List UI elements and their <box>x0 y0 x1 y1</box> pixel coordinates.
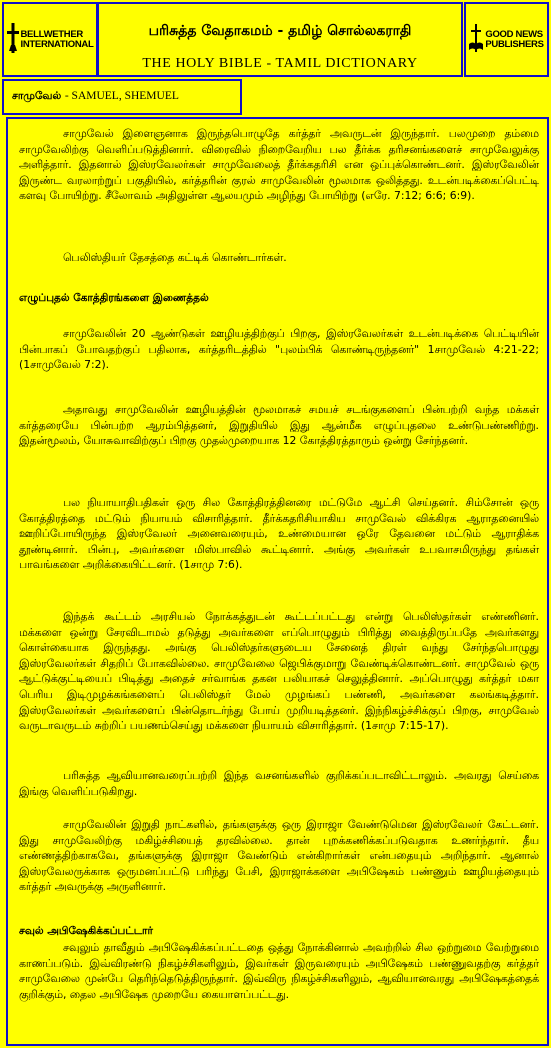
bellwether-logo-box <box>2 2 98 77</box>
paragraph: இந்தக் கூட்டம் அரசியல் நோக்கத்துடன் கூட்டப்பட்டது என்று பெலிஸ்தர்கள் எண்ணினர். மக்களை ஒன்று சேரவிடாமல் தடுத்து அவர்களை எப்பொழுதும் பிரித்து வைத்திருப்பதே அவர்களது கொள்கையாக இருந்தது. அங்கு பெலிஸ்தர்களுடைய சேனைத் திரள் வந்து சேர்ந்தபொழுது இஸ்ரவேலர்கள் சிதறிப் போகவில்லை. சாமுவேலை ஜெபிக்குமாறு வேண்டிக்கொண்டனர். சாமுவேல் ஒரு ஆட்டுக்குட்டியைப் பிடித்து அதைச் சர்வாங்க தகன பலியாகச் செலுத்தினார். அப்பொழுது கர்த்தர் மகா பெரிய இடிமுழக்கங்களைப் பெலிஸ்தர் மேல் முழங்கப் பண்ணி, அவர்களை கலங்கடித்தார். இஸ்ரவேலர்கள் அவர்களைப் பின்தொடர்ந்து போய் முறியடித்தனர். இந்நிகழ்ச்சிக்குப் பிறகு, சாமுவேல் வருடாவருடம் சுற்றிப் பயணம்செய்து மக்களை நியாயம் விசாரித்தார். (1சாமு 7:15-17). <box>19 610 539 733</box>
section-heading: எழுப்புதல் கோத்திரங்களை இணைத்தல் <box>19 292 209 304</box>
good-news-logo-line2: PUBLISHERS <box>485 38 544 50</box>
paragraph: பரிசுத்த ஆவியானவரைப்பற்றி இந்த வசனங்களில் குறிக்கப்படாவிட்டாலும். அவரது செய்கை இங்கு வெளிப்படுகிறது. <box>19 769 539 798</box>
paragraph: பெலிஸ்தியர் தேசத்தை கட்டிக் கொண்டார்கள். <box>63 251 287 264</box>
entry-word-tamil: சாமுவேல் <box>12 90 62 102</box>
entry-word-box <box>2 79 242 115</box>
paragraph: அதாவது சாமுவேலின் ஊழியத்தின் மூலமாகச் சமயச் சடங்குகளைப் பின்பற்றி வந்த மக்கள் கர்த்தரையே பின்பற்ற ஆரம்பித்தனர், இறுதியில் இது ஆன்மீக எழுப்புதலை உண்டுபண்ணிற்று. இதன்மூலம், யோசுவாவிற்குப் பிறகு முதல்முறையாக 12 கோத்திரத்தாரும் ஒன்று சேர்ந்தனர். <box>19 403 539 448</box>
open-book-icon <box>469 24 483 56</box>
entry-word <box>12 90 179 103</box>
bellwether-logo-line1: BELLWETHER <box>20 28 83 40</box>
bellwether-logo-line2: INTERNATIONAL <box>20 38 94 50</box>
cross-icon <box>7 23 19 57</box>
paragraph: பல நியாயாதிபதிகள் ஒரு சில கோத்திரத்தினரை மட்டுமே ஆட்சி செய்தனர். சிம்சோன் ஒரு கோத்திரத்தை மட்டும் நியாயம் விசாரித்தார். தீர்க்கதரிசியாகிய சாமுவேல் விக்கிரக ஆராதனையில் ஊறிப்போயிருந்த இஸ்ரவேலர் அனைவரையும், உண்மையான ஒரே தேவனை மட்டும் ஆராதிக்க தூண்டினார். பின்பு, அவர்களை மிஸ்பாவில் கூட்டினார். அங்கு அவர்கள் உபவாசமிருந்து தங்கள் பாவங்களை அறிக்கையிட்டனர். (1சாமு 7:6). <box>19 496 539 572</box>
entry-content <box>6 117 549 1046</box>
page-title-tamil: பரிசுத்த வேதாகமம் - தமிழ் சொல்லகராதி <box>148 23 412 39</box>
bellwether-logo <box>7 23 94 57</box>
section-heading: சவுல் அபிஷேகிக்கப்பட்டார் <box>19 925 154 937</box>
good-news-logo-box <box>464 2 549 77</box>
title-box <box>97 2 463 77</box>
entry-word-english: - SAMUEL, SHEMUEL <box>64 90 179 102</box>
paragraph: சவுலும் தாவீதும் அபிஷேகிக்கப்பட்டதை ஒத்து நோக்கினால் அவற்றில் சில ஒற்றுமை வேற்றுமை காணப்படும். இவ்விரண்டு நிகழ்ச்சிகளிலும், இவர்கள் இருவரையும் அபிஷேகம் பண்ணுவதற்கு கர்த்தர் சாமுவேலை முன்பே தெரிந்தெடுத்திருந்தார். இவ்விரு நிகழ்ச்சிகளிலும், ஆவியானவரது அபிஷேகத்தைக் குறிக்கும், தைல அபிஷேக முறையே கையாளப்பட்டது. <box>19 941 539 1001</box>
paragraph: சாமுவேல் இளைஞனாக இருந்தபொழுதே கர்த்தர் அவருடன் இருந்தார். பலமுறை தம்மை சாமுவேலிற்கு வெளிப்படுத்தினார். விரைவில் நிறைவேறிய பல தீர்க்க தரிசனங்களைச் சாமுவேலுக்கு அளித்தார். இதனால் இஸ்ரவேலர்கள் சாமுவேலைத் தீர்க்கதரிசி என ஒப்புக்கொண்டனர். இஸ்ரவேலின் இருண்ட வரலாற்றுப் பகுதியில், கர்த்தரின் குரல் சாமுவேலின் மூலமாக ஒலித்தது. உடன்படிக்கைப்பெட்டி களவு போயிற்று. சீலோவம் அதிலுள்ள ஆலயமும் அழிந்து போயிற்று (எரே. 7:12; 6:6; 6:9). <box>19 127 539 203</box>
good-news-logo <box>469 24 543 56</box>
good-news-logo-line1: GOOD NEWS <box>485 28 543 40</box>
paragraph: சாமுவேலின் 20 ஆண்டுகள் ஊழியத்திற்குப் பிறகு, இஸ்ரவேலர்கள் உடன்படிக்கை பெட்டியின் பின்பாகப் போவதற்குப் பதிலாக, கர்த்தரிடத்தில் "புலம்பிக் கொண்டிருந்தனர்" 1சாமுவேல் 4:21-22; (1சாமுவேல் 7:2). <box>19 327 539 372</box>
paragraph: சாமுவேலின் இறுதி நாட்களில், தங்களுக்கு ஒரு இராஜா வேண்டுமென இஸ்ரவேலர் கேட்டனர். இது சாமுவேலிற்கு மகிழ்ச்சியைத் தரவில்லை. தான் புறக்கணிக்கப்படுவதாக உணர்ந்தார். தீய எண்ணத்திற்காகவே, தங்களுக்கு இராஜா வேண்டும் என்கிறார்கள் என்பதையும் அறிந்தார். ஆனால் இஸ்ரவேலருக்காக ஒருமனப்பட்டு பரிந்து பேசி, இராஜாக்களை அபிஷேகம் பண்ணும் ஊழியத்தையும் கர்த்தர் அவருக்கு அருளினார். <box>19 818 539 894</box>
page-title-english: THE HOLY BIBLE - TAMIL DICTIONARY <box>142 56 418 71</box>
